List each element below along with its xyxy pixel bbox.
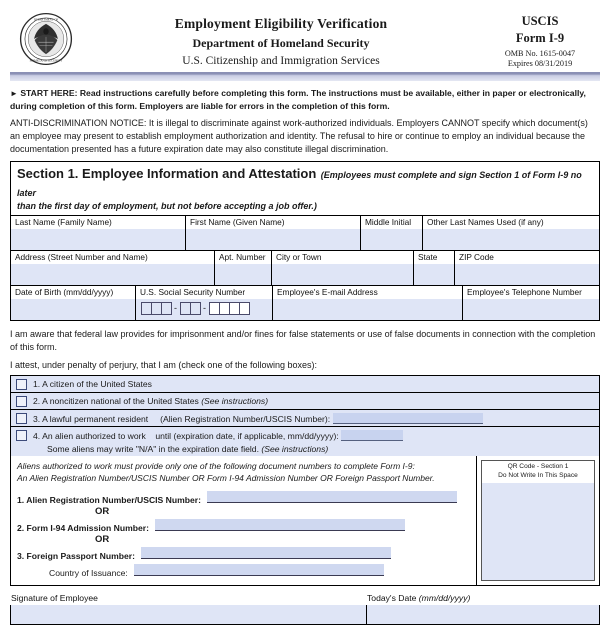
todays-date-label: Today's Date <box>367 593 419 604</box>
anti-discrimination-paragraph <box>10 117 600 155</box>
i94-admission-row <box>17 519 470 533</box>
ssn-digit-box[interactable] <box>161 302 172 315</box>
signature-row <box>10 593 600 625</box>
ssn-separator: - <box>174 303 177 314</box>
start-here-paragraph <box>10 87 600 112</box>
city-field[interactable] <box>272 251 414 285</box>
option-3-number: 3. <box>33 413 41 424</box>
todays-date-format: (mm/dd/yyyy) <box>418 593 471 604</box>
employee-signature-label: Signature of Employee <box>7 592 370 605</box>
option-3-extra: (Alien Registration Number/USCIS Number): <box>160 413 331 424</box>
qr-caption-line-2: Do Not Write In This Space <box>498 472 578 480</box>
form-title-block <box>82 8 480 67</box>
country-issuance-label: Country of Issuance: <box>49 568 128 579</box>
option-row-alien-authorized[interactable] <box>11 427 599 456</box>
qr-caption-line-1: QR Code - Section 1 <box>507 463 569 471</box>
checkbox-citizen[interactable] <box>16 379 27 390</box>
option-4-subtext: Some aliens may write "N/A" in the expiration date field. <box>47 443 259 454</box>
dob-ssn-row <box>11 286 599 320</box>
option-4-extra: until (expiration date, if applicable, mm/dd/yyyy): <box>155 430 339 441</box>
zip-field[interactable] <box>455 251 599 285</box>
alien-note-line-1: Aliens authorized to work must provide only one of the following document numbers to complete Form I-9: <box>17 461 415 472</box>
foreign-passport-row <box>17 547 470 561</box>
alien-registration-row <box>17 491 470 505</box>
date-of-birth-field[interactable] <box>11 286 136 320</box>
i94-admission-input[interactable] <box>155 519 405 531</box>
state-label: State <box>414 251 454 264</box>
option-1-number: 1. <box>33 378 41 389</box>
qr-code-space <box>482 483 594 580</box>
or-separator-2: OR <box>95 534 110 546</box>
country-issuance-input[interactable] <box>134 564 384 576</box>
option-3-text: A lawful permanent resident <box>42 413 149 424</box>
option-4-number: 4. <box>33 430 41 441</box>
ssn-digit-box[interactable] <box>190 302 201 315</box>
option-2-number: 2. <box>33 395 41 406</box>
apt-number-label: Apt. Number <box>215 251 271 264</box>
address-row <box>11 251 599 286</box>
name-row <box>11 216 599 251</box>
form-header <box>10 0 600 70</box>
alien-document-block <box>10 456 600 586</box>
uscis-label: USCIS <box>521 14 559 28</box>
start-arrow-icon: ► <box>10 89 18 98</box>
email-field[interactable] <box>273 286 463 320</box>
false-statements-paragraph: I am aware that federal law provides for imprisonment and/or fines for false statements or use of false documents in connection with the completion of this form. <box>10 329 596 353</box>
dhs-seal-icon <box>19 12 73 66</box>
qr-code-area <box>477 456 599 585</box>
todays-date-field[interactable] <box>367 594 599 624</box>
middle-initial-field[interactable] <box>361 216 423 250</box>
middle-initial-label: Middle Initial <box>361 216 422 229</box>
option-2-text: A noncitizen national of the United States <box>42 395 202 406</box>
alien-note-line-2: An Alien Registration Number/USCIS Number OR Form I-94 Admission Number OR Foreign Passport Number. <box>17 473 435 484</box>
alien-registration-label: 1. Alien Registration Number/USCIS Number: <box>17 495 201 506</box>
qr-code-box <box>481 460 595 581</box>
department-name: Department of Homeland Security <box>192 36 370 50</box>
omb-number: OMB No. 1615-0047 <box>504 49 576 58</box>
section1-box <box>10 161 600 321</box>
ssn-group-2[interactable] <box>180 302 200 315</box>
other-last-names-field[interactable] <box>423 216 599 250</box>
option-2-note: (See instructions) <box>201 395 269 406</box>
form-meta-block <box>480 8 600 68</box>
address-field[interactable] <box>11 251 215 285</box>
other-last-names-label: Other Last Names Used (if any) <box>423 216 599 229</box>
zip-label: ZIP Code <box>455 251 599 264</box>
alien-registration-input[interactable] <box>207 491 457 503</box>
start-here-text: Read instructions carefully before completing this form. The instructions must be available, either in paper or electronically, during completion of this form. Employers are liable for errors in the completion of this form. <box>10 88 586 111</box>
svg-text:HOMELAND SECURITY: HOMELAND SECURITY <box>29 58 63 63</box>
option-row-citizen[interactable] <box>11 376 599 393</box>
option-1-text: A citizen of the United States <box>42 378 152 389</box>
telephone-label: Employee's Telephone Number <box>463 286 599 299</box>
start-here-label: START HERE: <box>20 88 78 98</box>
svg-text:DEPARTMENT OF: DEPARTMENT OF <box>33 17 59 22</box>
option-row-permanent-resident[interactable] <box>11 410 599 427</box>
ssn-digit-box[interactable] <box>239 302 250 315</box>
or-separator-1: OR <box>95 506 110 518</box>
header-divider <box>10 72 600 81</box>
form-title: Employment Eligibility Verification <box>174 16 388 31</box>
ssn-separator: - <box>203 303 206 314</box>
last-name-label: Last Name (Family Name) <box>11 216 185 229</box>
checkbox-permanent-resident[interactable] <box>16 413 27 424</box>
ssn-box-group[interactable] <box>140 299 268 315</box>
ssn-group-3[interactable] <box>209 302 249 315</box>
expiration-date-input[interactable] <box>341 430 403 441</box>
expiration-date: Expires 08/31/2019 <box>507 59 573 68</box>
form-number: Form I-9 <box>515 31 565 45</box>
section1-header <box>11 162 599 216</box>
first-name-field[interactable] <box>186 216 361 250</box>
ssn-field[interactable] <box>136 286 273 320</box>
ssn-group-1[interactable] <box>141 302 171 315</box>
option-4-subnote: (See instructions) <box>261 443 329 454</box>
state-field[interactable] <box>414 251 455 285</box>
option-row-noncitizen-national[interactable] <box>11 393 599 410</box>
last-name-field[interactable] <box>11 216 186 250</box>
telephone-field[interactable] <box>463 286 599 320</box>
foreign-passport-input[interactable] <box>141 547 391 559</box>
alien-document-fields <box>11 456 477 585</box>
address-label: Address (Street Number and Name) <box>11 251 214 264</box>
checkbox-noncitizen-national[interactable] <box>16 396 27 407</box>
first-name-label: First Name (Given Name) <box>186 216 360 229</box>
uscis-number-input[interactable] <box>333 413 483 424</box>
section1-title: Section 1. Employee Information and Attestation <box>17 166 317 182</box>
anti-discrimination-text: It is illegal to discriminate against work-authorized individuals. Employers CANNOT specify which document(s) an employee may present to establish employment authorization and identity. The refusal to hire or continue to employ an individual because the documentation presented has a future expiration date may also constitute illegal discrimination. <box>10 118 588 154</box>
employee-signature-field[interactable] <box>11 594 367 624</box>
foreign-passport-label: 3. Foreign Passport Number: <box>17 551 135 562</box>
apt-number-field[interactable] <box>215 251 272 285</box>
option-4-text: An alien authorized to work <box>42 430 146 441</box>
date-of-birth-label: Date of Birth (mm/dd/yyyy) <box>11 286 135 299</box>
checkbox-alien-authorized[interactable] <box>16 430 27 441</box>
section1-subtitle-1: (Employees must complete and sign Section 1 of Form I-9 no later <box>17 170 582 199</box>
country-issuance-row <box>17 564 470 578</box>
city-label: City or Town <box>272 251 413 264</box>
seal-container <box>10 8 82 66</box>
agency-name: U.S. Citizenship and Immigration Services <box>182 55 380 67</box>
ssn-label: U.S. Social Security Number <box>136 286 272 299</box>
citizenship-options <box>10 375 600 456</box>
attest-instruction: I attest, under penalty of perjury, that I am (check one of the following boxes): <box>10 359 317 370</box>
section1-subtitle-2: than the first day of employment, but not before accepting a job offer.) <box>17 201 317 212</box>
anti-discrimination-label: ANTI-DISCRIMINATION NOTICE: <box>10 118 147 129</box>
email-label: Employee's E-mail Address <box>273 286 462 299</box>
i94-admission-label: 2. Form I-94 Admission Number: <box>17 523 149 534</box>
